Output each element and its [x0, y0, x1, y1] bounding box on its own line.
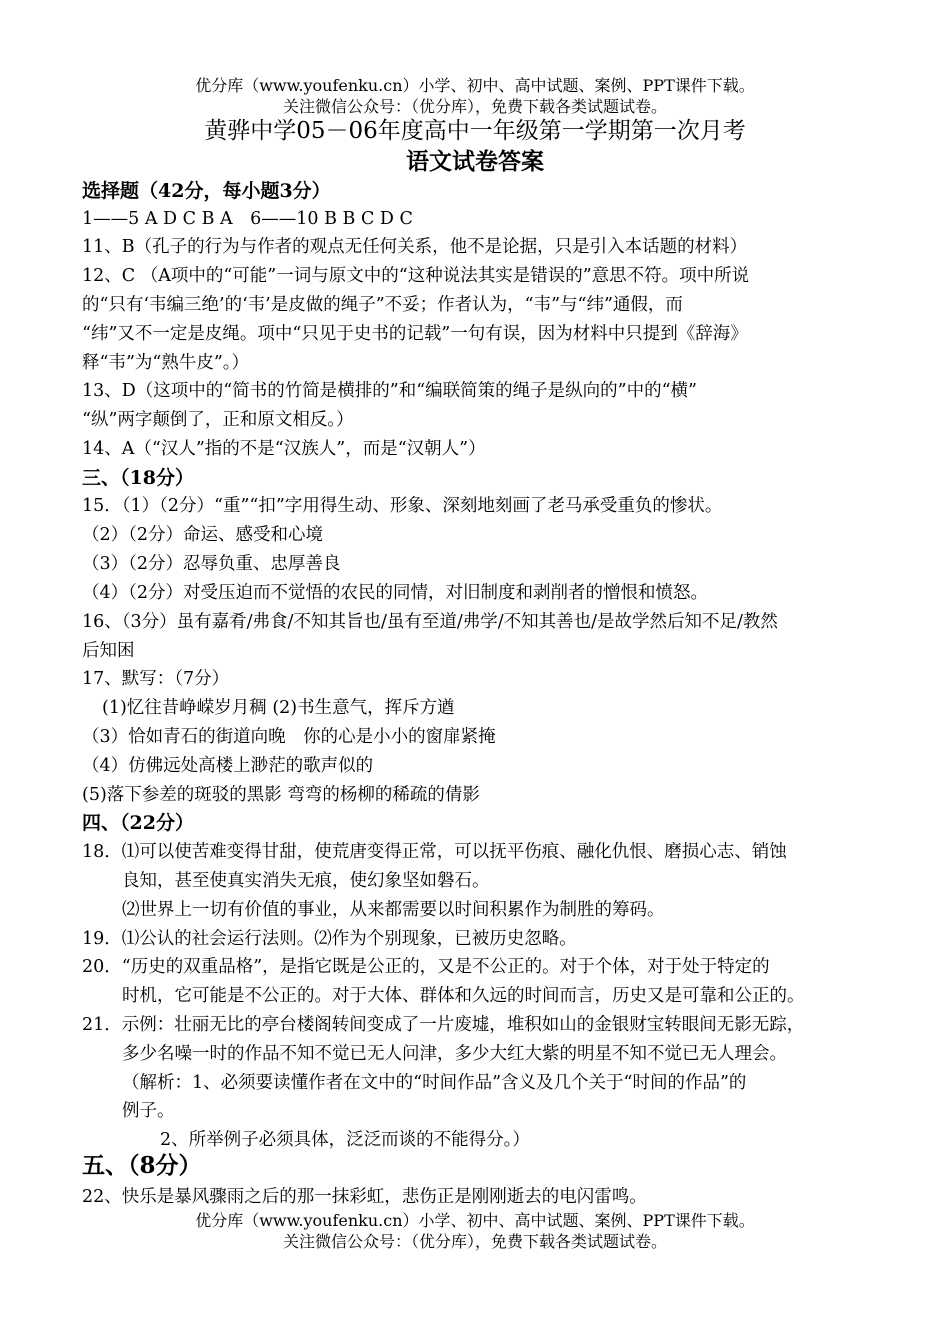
- section-heading-choice: 选择题（42分，每小题3分）: [82, 180, 331, 202]
- answer-12-line-1: 12、C （A项中的“可能”一词与原文中的“这种说法其实是错误的”意思不符。项中所说: [82, 266, 750, 286]
- footer-line-1: 优分库（www.youfenku.cn）小学、初中、高中试题、案例、PPT课件下载。: [195, 1211, 755, 1230]
- answer-16-line-1: 16、（3分）虽有嘉肴/弗食/不知其旨也/虽有至道/弗学/不知其善也/是故学然后知不足/教然: [82, 612, 778, 632]
- answer-14: 14、A（“汉人”指的不是“汉族人”，而是“汉朝人”）: [82, 439, 486, 459]
- answer-17-5: (5)落下参差的斑驳的黑影 弯弯的杨柳的稀疏的倩影: [82, 785, 480, 805]
- answer-21-line-1: 21．示例：壮丽无比的亭台楼阁转间变成了一片废墟，堆积如山的金银财宝转眼间无影无踪，: [82, 1015, 805, 1035]
- header-line-1: 优分库（www.youfenku.cn）小学、初中、高中试题、案例、PPT课件下载。: [195, 76, 755, 95]
- answer-19: 19．⑴公认的社会运行法则。⑵作为个别现象，已被历史忽略。: [82, 929, 577, 949]
- answer-17-3: （3）恰如青石的街道向晚 你的心是小小的窗扉紧掩: [82, 727, 496, 747]
- header-line-2: 关注微信公众号：（优分库），免费下载各类试题试卷。: [282, 97, 667, 116]
- answer-21-line-3: （解析：1、必须要读懂作者在文中的“时间作品”含义及几个关于“时间的作品”的: [122, 1073, 747, 1093]
- answer-21-line-5: 2、所举例子必须具体，泛泛而谈的不能得分。）: [160, 1130, 530, 1150]
- answer-1-10: 1——5 A D C B A 6——10 B B C D C: [82, 209, 413, 229]
- answer-12-line-4: 释“韦”为“熟牛皮”。）: [82, 353, 250, 373]
- footer-line-2: 关注微信公众号：（优分库），免费下载各类试题试卷。: [282, 1232, 667, 1251]
- answer-16-line-2: 后知困: [82, 641, 135, 661]
- answer-21-line-2: 多少名噪一时的作品不知不觉已无人问津，多少大红大紫的明星不知不觉已无人理会。: [122, 1044, 787, 1064]
- section-heading-3: 三、（18分）: [82, 467, 194, 489]
- answer-21-line-4: 例子。: [122, 1101, 175, 1121]
- answer-20-line-2: 时机，它可能是不公正的。对于大体、群体和久远的时间而言，历史又是可靠和公正的。: [122, 986, 805, 1006]
- answer-18-line-3: ⑵世界上一切有价值的事业，从来都需要以时间积累作为制胜的筹码。: [122, 900, 665, 920]
- answer-15-3: （3）（2分）忍辱负重、忠厚善良: [82, 554, 341, 574]
- answer-17-4: （4）仿佛远处高楼上渺茫的歌声似的: [82, 756, 374, 776]
- answer-15-4: （4）（2分）对受压迫而不觉悟的农民的同情，对旧制度和剥削者的憎恨和愤怒。: [82, 583, 709, 603]
- section-heading-5: 五、（8分）: [82, 1152, 202, 1179]
- answer-12-line-3: “纬”又不一定是皮绳。项中“只见于史书的记载”一句有误，因为材料中只提到《辞海》: [82, 324, 748, 344]
- answer-15-2: （2）（2分）命运、感受和心境: [82, 525, 324, 545]
- page-title: 黄骅中学05－06年度高中一年级第一学期第一次月考: [204, 118, 746, 144]
- page-subtitle: 语文试卷答案: [406, 148, 544, 175]
- answer-18-line-2: 良知，甚至使真实消失无痕，使幻象坚如磐石。: [122, 871, 490, 891]
- answer-20-line-1: 20．“历史的双重品格”，是指它既是公正的，又是不公正的。对于个体，对于处于特定的: [82, 957, 770, 977]
- section-heading-4: 四、（22分）: [82, 812, 194, 834]
- answer-13-line-1: 13、D（这项中的“简书的竹简是横排的”和“编联简策的绳子是纵向的”中的“横”: [82, 381, 697, 401]
- answer-18-line-1: 18．⑴可以使苦难变得甘甜，使荒唐变得正常，可以抚平伤痕、融化仇恨、磨损心志、销蚀: [82, 842, 787, 862]
- answer-13-line-2: “纵”两字颠倒了，正和原文相反。）: [82, 410, 354, 430]
- answer-15-1: 15．（1）（2分）“重”“扣”字用得生动、形象、深刻地刻画了老马承受重负的惨状。: [82, 496, 723, 516]
- answer-12-line-2: 的“只有‘韦编三绝’的‘韦’是皮做的绳子”不妥；作者认为，“韦”与“纬”通假，而: [82, 295, 683, 315]
- answer-11: 11、B（孔子的行为与作者的观点无任何关系，他不是论据，只是引入本话题的材料）: [82, 237, 748, 257]
- answer-17-heading: 17、默写：（7分）: [82, 669, 230, 689]
- answer-17-1-2: (1)忆往昔峥嵘岁月稠 (2)书生意气，挥斥方遒: [102, 698, 455, 718]
- answer-22: 22、快乐是暴风骤雨之后的那一抹彩虹，悲伤正是刚刚逝去的电闪雷鸣。: [82, 1187, 647, 1207]
